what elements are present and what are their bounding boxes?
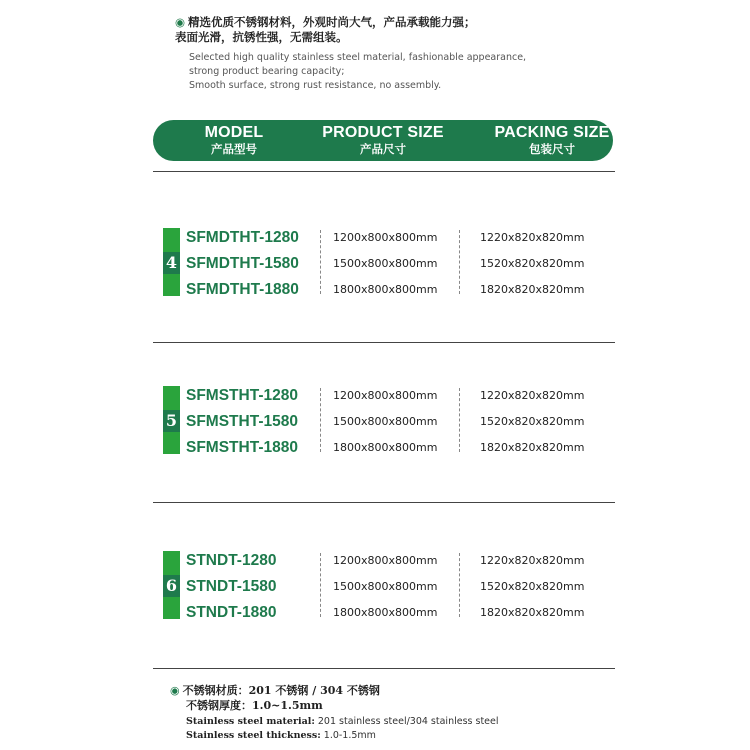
product-size: 1200x800x800mm: [333, 231, 438, 244]
model-list: [186, 551, 276, 629]
model-name: SFMSTHT-1280: [186, 387, 298, 404]
model-name: SFMDTHT-1580: [186, 255, 299, 272]
product-size: 1800x800x800mm: [333, 606, 438, 619]
header-size-cn: 产品尺寸: [360, 142, 406, 156]
column-separator: [459, 230, 460, 294]
model-name: SFMSTHT-1880: [186, 439, 298, 456]
product-size: 1500x800x800mm: [333, 415, 438, 428]
group-number: 5: [163, 410, 180, 432]
header-size-en: PRODUCT SIZE: [322, 124, 444, 141]
header-packing-size: [487, 124, 617, 157]
model-name: SFMDTHT-1880: [186, 281, 299, 298]
intro-cn-line-1: [175, 15, 655, 30]
column-separator: [459, 553, 460, 617]
material-cn-text-1: 不锈钢材质：201 不锈钢 / 304 不锈钢: [182, 684, 380, 697]
group-number: 6: [163, 575, 180, 597]
material-value: 201 stainless steel/304 stainless steel: [314, 716, 499, 727]
packing-size: 1220x820x820mm: [480, 554, 585, 567]
model-list: [186, 228, 299, 306]
divider: [153, 171, 615, 172]
model-list: [186, 386, 298, 464]
group-number-bar: [163, 386, 180, 454]
header-model-en: MODEL: [204, 124, 264, 141]
material-cn-line-2: 不锈钢厚度：1.0~1.5mm: [186, 699, 323, 712]
product-group-6: [163, 551, 615, 631]
header-model-cn: 产品型号: [211, 142, 257, 156]
product-size: 1500x800x800mm: [333, 257, 438, 270]
model-name: SFMDTHT-1280: [186, 229, 299, 246]
intro-section: [175, 15, 655, 93]
bullet-icon: ◉: [175, 15, 186, 29]
material-en-line-1: [186, 715, 499, 729]
packing-size: 1820x820x820mm: [480, 441, 585, 454]
product-size-list: [333, 551, 437, 629]
header-pack-cn: 包装尺寸: [529, 142, 575, 156]
material-en-line-2: [186, 729, 499, 743]
material-label: Stainless steel material:: [186, 716, 315, 727]
group-number: 4: [163, 252, 180, 274]
divider: [153, 502, 615, 503]
column-separator: [320, 230, 321, 294]
product-group-5: [163, 386, 615, 466]
material-cn-line-1: [170, 683, 499, 698]
divider: [153, 342, 615, 343]
header-product-size: [313, 124, 453, 157]
packing-size: 1820x820x820mm: [480, 606, 585, 619]
packing-size: 1820x820x820mm: [480, 283, 585, 296]
packing-size: 1520x820x820mm: [480, 415, 585, 428]
divider: [153, 668, 615, 669]
product-size: 1200x800x800mm: [333, 389, 438, 402]
header-pack-en: PACKING SIZE: [494, 124, 610, 141]
column-separator: [320, 553, 321, 617]
bullet-icon: ◉: [170, 684, 180, 697]
packing-size: 1220x820x820mm: [480, 231, 585, 244]
packing-size: 1520x820x820mm: [480, 257, 585, 270]
group-number-bar: [163, 228, 180, 296]
intro-cn-text-1: 精选优质不锈钢材料，外观时尚大气，产品承载能力强；: [188, 15, 476, 29]
model-name: STNDT-1880: [186, 604, 277, 621]
material-section: [170, 683, 499, 743]
product-size-list: [333, 228, 437, 306]
thickness-value: 1.0-1.5mm: [320, 730, 376, 741]
product-size: 1200x800x800mm: [333, 554, 438, 567]
group-number-bar: [163, 551, 180, 619]
model-name: STNDT-1280: [186, 552, 277, 569]
intro-cn-line-2: 表面光滑，抗锈性强，无需组装。: [175, 30, 348, 44]
packing-size-list: [480, 551, 584, 629]
packing-size-list: [480, 386, 584, 464]
intro-en-line-1: Selected high quality stainless steel material, fashionable appearance,: [189, 52, 527, 63]
column-separator: [459, 388, 460, 452]
intro-en-line-3: Smooth surface, strong rust resistance, no assembly.: [189, 80, 442, 91]
thickness-label: Stainless steel thickness:: [186, 730, 321, 741]
table-header-bar: [153, 120, 613, 161]
product-size: 1800x800x800mm: [333, 283, 438, 296]
model-name: STNDT-1580: [186, 578, 277, 595]
product-group-4: [163, 228, 615, 308]
model-name: SFMSTHT-1580: [186, 413, 298, 430]
packing-size: 1520x820x820mm: [480, 580, 585, 593]
column-separator: [320, 388, 321, 452]
packing-size: 1220x820x820mm: [480, 389, 585, 402]
packing-size-list: [480, 228, 584, 306]
product-size: 1500x800x800mm: [333, 580, 438, 593]
product-size-list: [333, 386, 437, 464]
product-size: 1800x800x800mm: [333, 441, 438, 454]
intro-en-line-2: strong product bearing capacity;: [189, 66, 345, 77]
header-model: [189, 124, 279, 157]
